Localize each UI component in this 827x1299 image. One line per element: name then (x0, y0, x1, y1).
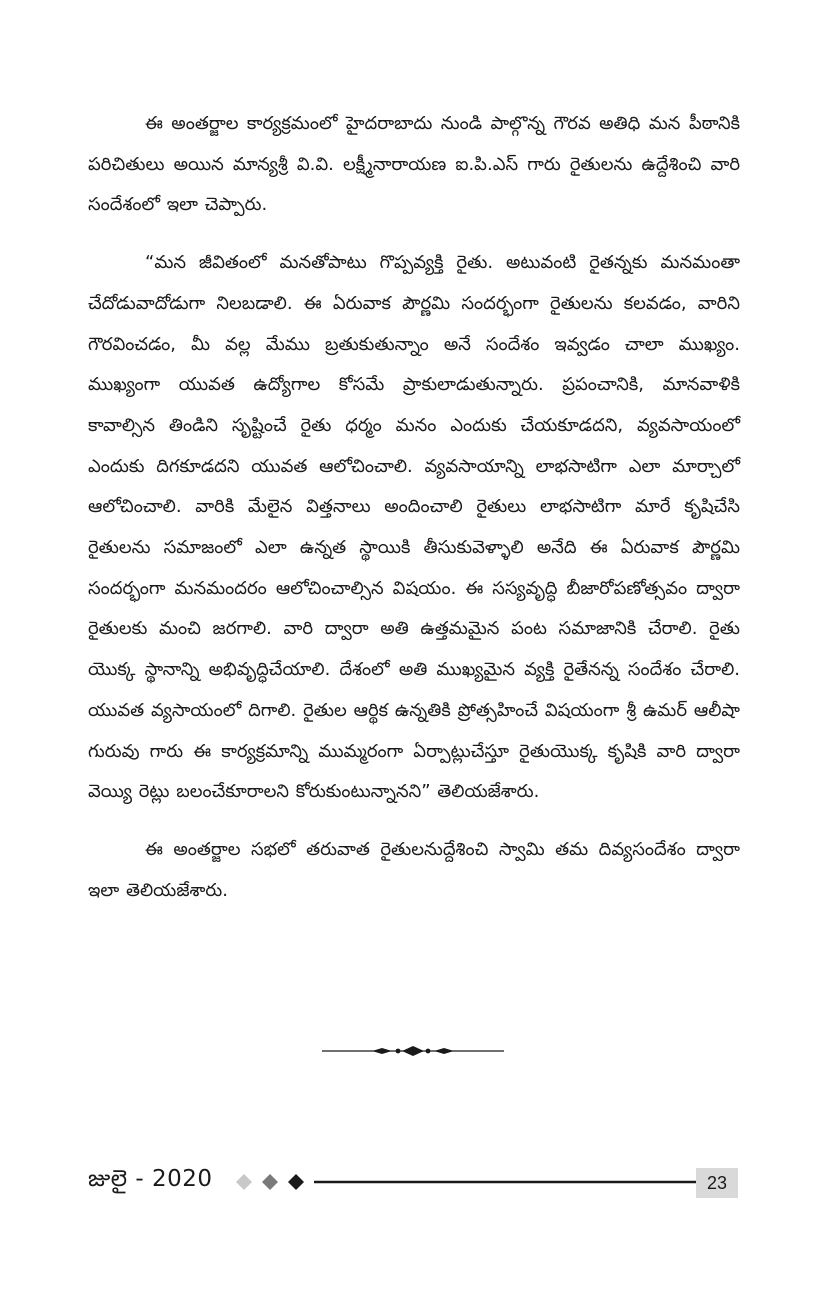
footer-diamond-rule-icon (234, 1169, 702, 1195)
page-footer (88, 1164, 740, 1204)
paragraph-quote: “మన జీవితంలో మనతోపాటు గొప్పవ్యక్తి రైతు. అటువంటి రైతన్నకు మనమంతా చేదోడువాదోడుగా నిలబడాలి. ఈ ఏరువాక పౌర్ణమి సందర్భంగా రైతులను కలవడం, వారిని గౌరవించడం, మీ వల్ల మేము బ్రతుకుతున్నాం అనే సందేశం ఇవ్వడం చాలా ముఖ్యం. ముఖ్యంగా యువత ఉద్యోగాల కోసమే ప్రాకులాడుతున్నారు. ప్రపంచానికి, మానవాళికి కావాల్సిన తిండిని సృష్టించే రైతు ధర్మం మనం ఎందుకు చేయకూడదని, వ్యవసాయంలో ఎందుకు దిగకూడదని యువత ఆలోచించాలి. వ్యవసాయాన్ని లాభసాటిగా ఎలా మార్చాలో ఆలోచించాలి. వారికి మేలైన విత్తనాలు అందించాలి రైతులు లాభసాటిగా మారే కృషిచేసి రైతులను సమాజంలో ఎలా ఉన్నత స్థాయికి తీసుకువెళ్ళాలి అనేది ఈ ఏరువాక పౌర్ణమి సందర్భంగా మనమందరం ఆలోచించాల్సిన విషయం. ఈ సస్యవృద్ధి బీజారోపణోత్సవం ద్వారా రైతులకు మంచి జరగాలి. వారి ద్వారా అతి ఉత్తమమైన పంట సమాజానికి చేరాలి. రైతు యొక్క స్థానాన్ని అభివృద్ధిచేయాలి. దేశంలో అతి ముఖ్యమైన వ్యక్తి రైతేనన్న సందేశం చేరాలి. యువత వ్యసాయంలో దిగాలి. రైతుల ఆర్థిక ఉన్నతికి ప్రోత్సహించే విషయంగా శ్రీ ఉమర్ ఆలీషా గురువు గారు ఈ కార్యక్రమాన్ని ముమ్మరంగా ఏర్పాట్లుచేస్తూ రైతుయొక్క కృషికి వారి ద్వారా వెయ్యి రెట్లు బలంచేకూరాలని కోరుకుంటున్నానని” తెలియజేశారు. (88, 252, 740, 803)
section-divider-ornament-icon (322, 1043, 504, 1059)
paragraph-closing: ఈ అంతర్జాల సభలో తరువాత రైతులనుద్దేశించి స్వామి తమ దివ్యసందేశం ద్వారా ఇలా తెలియజేశారు. (88, 838, 740, 901)
issue-month-label: జులై - 2020 (88, 1166, 213, 1192)
article-body (88, 104, 740, 928)
page-number-badge (696, 1168, 738, 1198)
paragraph-intro: ఈ అంతర్జాల కార్యక్రమంలో హైదరాబాదు నుండి పాల్గొన్న గౌరవ అతిధి మన పీఠానికి పరిచితులు అయిన మాన్యశ్రీ వి.వి. లక్ష్మీనారాయణ ఐ.పి.ఎస్ గారు రైతులను ఉద్దేశించి వారి సందేశంలో ఇలా చెప్పారు. (88, 113, 740, 216)
page-number: 23 (706, 1172, 728, 1193)
